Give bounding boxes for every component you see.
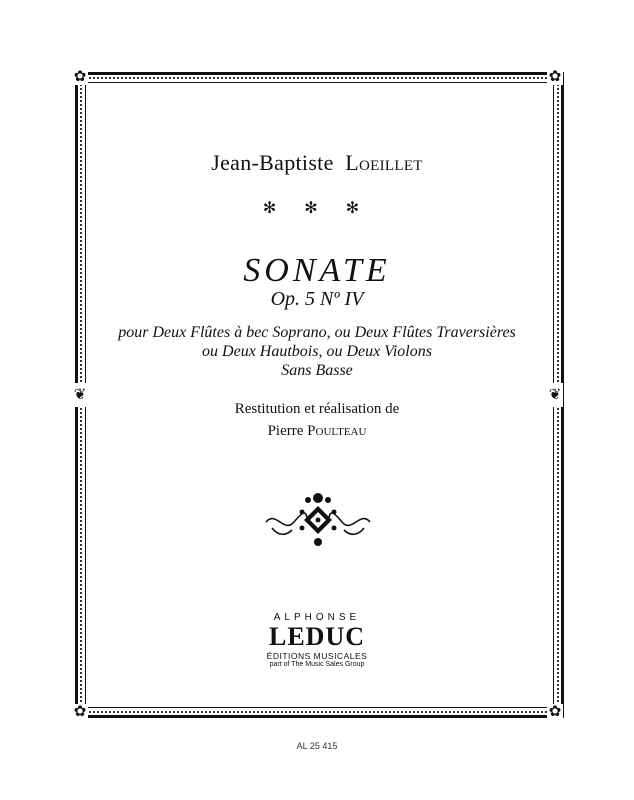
opus-number: Op. 5 Nº IV bbox=[270, 288, 364, 310]
corner-ornament-icon: ✿ bbox=[548, 704, 562, 720]
side-ornament-icon: ❦ bbox=[547, 383, 563, 407]
stars-ornament: ✻ ✻ ✻ bbox=[262, 200, 372, 217]
restitution-line: Restitution et réalisation de bbox=[234, 401, 400, 417]
instrumentation-line: ou Deux Hautbois, ou Deux Violons bbox=[202, 343, 432, 360]
side-ornament-icon: ❦ bbox=[72, 383, 88, 407]
corner-ornament-icon: ✿ bbox=[548, 69, 562, 85]
arranger-name bbox=[0, 420, 634, 442]
arranger-first-name: Pierre bbox=[267, 423, 304, 439]
catalog-code: AL 25 415 bbox=[296, 741, 338, 751]
composer-name bbox=[0, 150, 634, 176]
corner-ornament-icon: ✿ bbox=[73, 69, 87, 85]
publisher-name: LEDUC bbox=[268, 622, 365, 651]
instrumentation bbox=[0, 323, 634, 380]
instrumentation-line: pour Deux Flûtes à bec Soprano, ou Deux Flûtes Traversières bbox=[118, 324, 516, 341]
instrumentation-line: Sans Basse bbox=[281, 362, 353, 379]
corner-ornament-icon: ✿ bbox=[73, 704, 87, 720]
restitution-credit bbox=[0, 398, 634, 442]
publisher-line1: ALPHONSE bbox=[273, 612, 361, 623]
composer-first-name: Jean-Baptiste bbox=[211, 150, 334, 175]
work-title: SONATE bbox=[243, 252, 391, 289]
publisher-logo bbox=[0, 612, 634, 668]
arranger-last-name: Poulteau bbox=[307, 423, 367, 439]
composer-last-name: Loeillet bbox=[345, 150, 423, 175]
publisher-line4: part of The Music Sales Group bbox=[269, 661, 365, 668]
vignette-ornament-icon bbox=[262, 488, 374, 552]
publisher-line3: ÉDITIONS MUSICALES bbox=[266, 651, 368, 661]
